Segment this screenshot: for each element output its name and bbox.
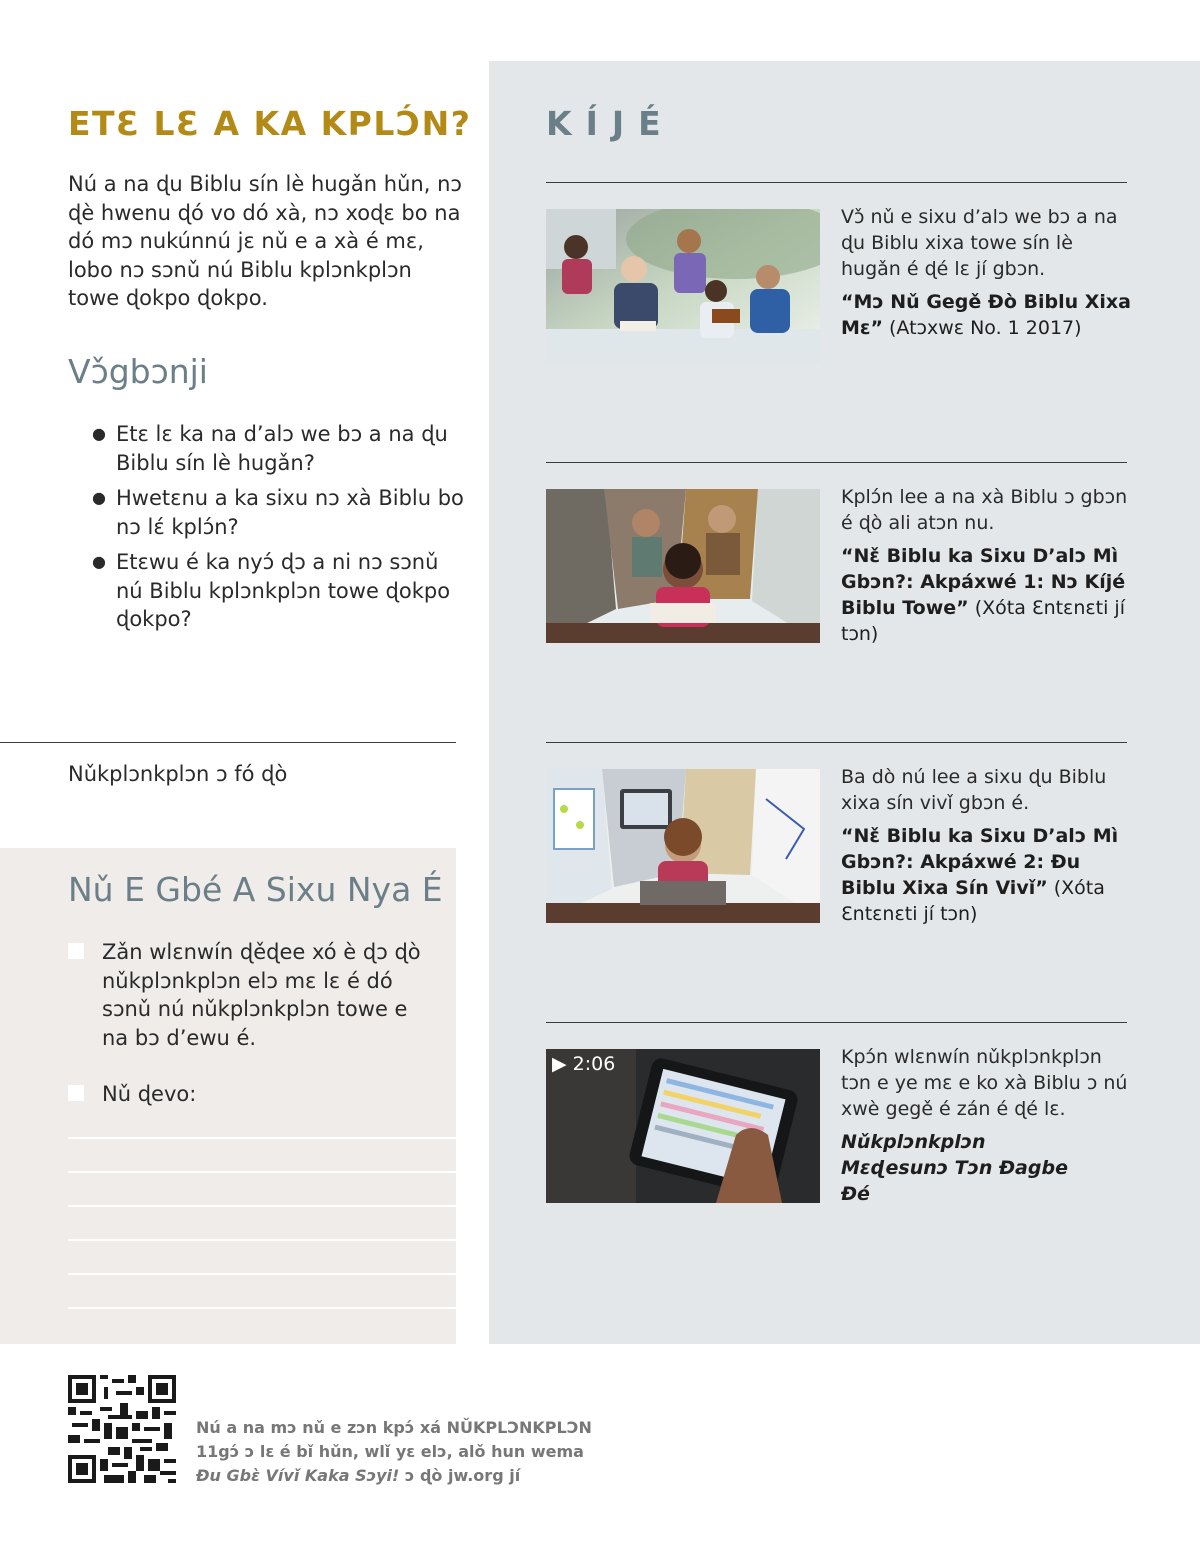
review-question-text: Etɛwu é ka nyɔ́ ɖɔ a ni nɔ sɔnǔ nú Biblu kplɔnkplɔn towe ɖokpo ɖokpo? (116, 550, 451, 631)
review-question (90, 420, 470, 477)
goal-item-text: Zǎn wlɛnwín ɖěɖee xó è ɖɔ ɖò nǔkplɔnkplɔn elɔ mɛ lɛ é dó sɔnǔ nú nǔkplɔnkplɔn towe e na bɔ d’ewu é. (102, 940, 421, 1050)
summary-title: ETƐ LƐ A KA KPLƆ́N? (68, 104, 472, 143)
people-reading-image (546, 209, 820, 363)
entry-reference[interactable] (841, 543, 1131, 647)
review-questions (90, 420, 470, 641)
video-duration: ▶ 2:06 (552, 1053, 616, 1075)
entry-description: Kpɔ́n wlɛnwín nǔkplɔnkplɔn tɔn e ye mɛ e ko xà Biblu ɔ nú xwè gegě é zán é ɖé lɛ. (841, 1046, 1128, 1120)
explore-title: KÍJÉ (546, 104, 675, 143)
write-in-line[interactable] (68, 1239, 456, 1241)
article-thumbnail[interactable] (546, 489, 820, 643)
checkbox[interactable] (68, 1085, 84, 1101)
qr-code-icon (68, 1375, 176, 1483)
divider (0, 742, 456, 743)
entry-description: Vɔ̌ nǔ e sixu d’alɔ we bɔ a na ɖu Biblu xixa towe sín lè hugǎn é ɖé lɛ jí gbɔn. (841, 206, 1118, 280)
review-title: Vɔ̌gbɔnji (68, 352, 208, 391)
qr-code[interactable] (68, 1375, 176, 1483)
footer-line: ɔ ɖò jw.org jí (399, 1466, 521, 1485)
girl-reading-bible-image (546, 769, 820, 923)
write-in-line[interactable] (68, 1273, 456, 1275)
boy-reading-bible-image (546, 489, 820, 643)
goal-item (68, 1080, 428, 1109)
checkbox[interactable] (68, 943, 84, 959)
goal-item-text: Nǔ ɖevo: (102, 1082, 197, 1106)
entry-reference[interactable]: Nǔkplɔnkplɔn Mɛɖesunɔ Tɔn Ðagbe Ðé (841, 1131, 1068, 1205)
review-question-text: Hwetɛnu a ka sixu nɔ xà Biblu bo nɔ lɛ́ kplɔ́n? (116, 486, 464, 539)
write-in-line[interactable] (68, 1137, 456, 1139)
review-question-text: Etɛ lɛ ka na d’alɔ we bɔ a na ɖu Biblu sín lè hugǎn? (116, 422, 448, 475)
entry-description: Ba dò nú lee a sixu ɖu Biblu xixa sín vivǐ gbɔn é. (841, 766, 1107, 814)
goal-item (68, 938, 428, 1052)
reference-title: “Nɛ̌ Biblu ka Sixu D’alɔ Mì Gbɔn?: Akpáxwé 2: Ɖu Biblu Xixa Sín Vivǐ” (841, 825, 1119, 899)
divider (546, 1022, 1127, 1023)
reference-title: “Nɛ̌ Biblu ka Sixu D’alɔ Mì Gbɔn?: Akpáxwé 1: Nɔ Kíjé Biblu Towe” (841, 545, 1126, 619)
reference-title: “Mɔ Nǔ Gegě Ðò Biblu Xixa Mɛ” (841, 291, 1131, 339)
bullet-icon: ● (92, 552, 106, 571)
entry-description: Kplɔ́n lee a na xà Biblu ɔ gbɔn é ɖò ali atɔn nu. (841, 486, 1128, 534)
book-title: Ɖu Gbɛ̀ Vívǐ Kaka Sɔyi! (196, 1466, 400, 1485)
footer-note (196, 1416, 596, 1488)
entry-reference[interactable] (841, 823, 1131, 927)
write-in-line[interactable] (68, 1205, 456, 1207)
review-question (90, 484, 470, 541)
divider (546, 182, 1127, 183)
goal-title: Nǔ E Gbé A Sixu Nya É (68, 870, 443, 909)
entry-reference[interactable] (841, 289, 1131, 341)
bullet-icon: ● (92, 424, 106, 443)
reference-source: (Xóta Ɛntɛnɛti jí tɔn) (841, 597, 1125, 645)
bullet-icon: ● (92, 488, 106, 507)
footer-line: Nú a na mɔ nǔ e zɔn kpɔ́ xá NǓKPLƆNKPLƆN (196, 1418, 592, 1437)
article-thumbnail[interactable] (546, 209, 820, 363)
article-thumbnail[interactable] (546, 769, 820, 923)
review-question (90, 548, 470, 634)
summary-text: Nú a na ɖu Biblu sín lè hugǎn hǔn, nɔ ɖè hwenu ɖó vo dó xà, nɔ xoɖɛ bo na dó mɔ nukúnnú jɛ nǔ e a xà é mɛ, lobo nɔ sɔnǔ nú Biblu kplɔnkplɔn towe ɖokpo ɖokpo. (68, 172, 462, 310)
reference-source: (Xóta Ɛntɛnɛti jí tɔn) (841, 877, 1105, 925)
write-in-line[interactable] (68, 1171, 456, 1173)
terms-label: Nǔkplɔnkplɔn ɔ fó ɖò (68, 762, 288, 786)
footer-line: 11gɔ́ ɔ lɛ é bǐ hǔn, wlǐ yɛ elɔ, alǒ hun wema (196, 1442, 584, 1461)
divider (546, 742, 1127, 743)
write-in-line[interactable] (68, 1307, 456, 1309)
reference-source: (Atɔxwɛ No. 1 2017) (882, 317, 1082, 339)
divider (546, 462, 1127, 463)
video-thumbnail[interactable] (546, 1049, 820, 1203)
